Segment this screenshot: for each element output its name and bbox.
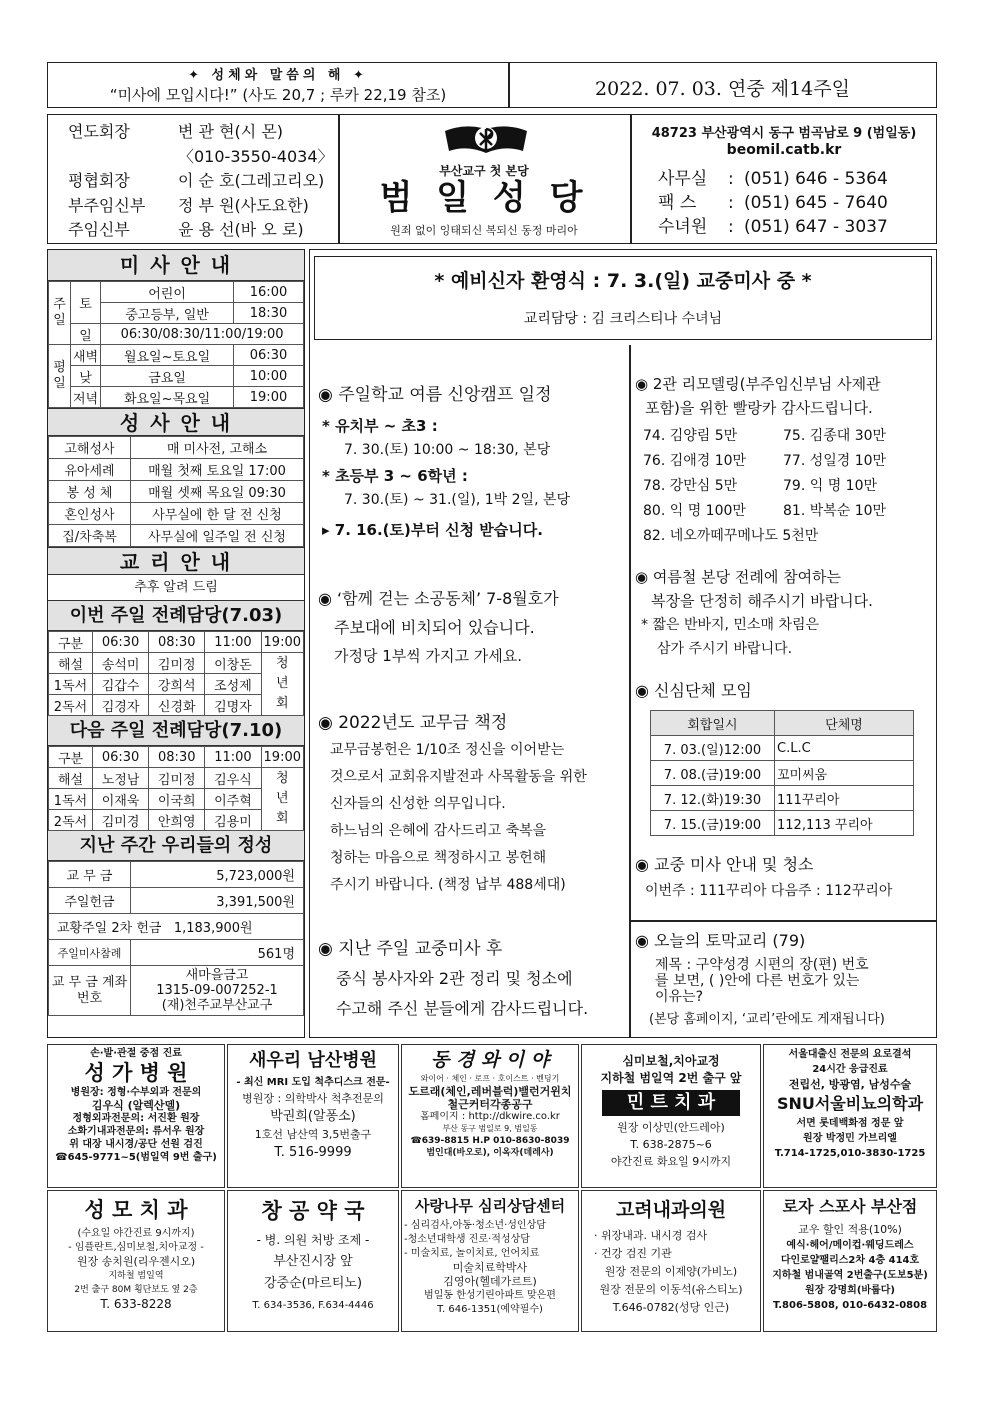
officer-name: 정 부 원(사도요한) bbox=[178, 195, 309, 215]
offering-amount: 1,183,900원 bbox=[173, 921, 253, 936]
dues-line: 청하는 마음으로 책정하시고 봉헌해 bbox=[330, 850, 547, 866]
donor: 78. 강만심 5만 bbox=[643, 478, 738, 494]
ministry-role: 2독서 bbox=[49, 695, 93, 716]
ministry-head: 19:00 bbox=[261, 747, 303, 768]
ad-line: 원장 송치원(리우젠시오) bbox=[76, 1255, 196, 1268]
groups-title: ◉ 신심단체 모임 bbox=[635, 681, 752, 700]
ministry-person: 노정남 bbox=[93, 768, 149, 789]
ad-line: 원장 강명희(바룹다) bbox=[805, 1285, 895, 1296]
church-patron: 원죄 없이 잉태되신 복되신 동정 마리아 bbox=[390, 224, 578, 237]
ministry-head: 08:30 bbox=[149, 747, 205, 768]
ad-line: 2번 출구 80M 횡단보도 옆 2층 bbox=[74, 1285, 198, 1295]
ad-line: 정형외과전문의: 서진환 원장 bbox=[72, 1113, 200, 1124]
ad-line: 서울대출신 전문의 요로결석 bbox=[788, 1049, 912, 1060]
ad-counseling-center bbox=[401, 1190, 579, 1332]
ad-line: - 임플란트,심미보철,치아교정 - bbox=[68, 1242, 204, 1253]
sacrament-name: 봉 성 체 bbox=[49, 481, 131, 503]
mass-day: 저녁 bbox=[71, 387, 101, 408]
dues-line: 교무금봉헌은 1/10조 정신을 이어받는 bbox=[330, 742, 565, 758]
donor: 79. 익 명 10만 bbox=[783, 478, 878, 494]
ad-line: 손·발·관절 중점 진료 bbox=[90, 1048, 182, 1059]
offering-name: 주일미사참례 bbox=[49, 940, 131, 966]
ad-phone: T.714-1725,010-3830-1725 bbox=[774, 1148, 926, 1159]
info-divider-2 bbox=[630, 114, 632, 244]
ad-line: 미술치료학박사 bbox=[452, 1261, 528, 1274]
ad-sungmo-dental bbox=[47, 1190, 225, 1332]
ministry-person: 이주혁 bbox=[205, 789, 261, 810]
ministry-head: 08:30 bbox=[149, 632, 205, 653]
group-name: 111꾸리아 bbox=[775, 786, 914, 811]
donor: 77. 성일경 10만 bbox=[783, 453, 887, 469]
attendance-count: 561명 bbox=[131, 940, 304, 966]
camp-line: ▸ 7. 16.(토)부터 신청 받습니다. bbox=[322, 521, 543, 539]
ad-title: 민 트 치 과 bbox=[602, 1090, 740, 1116]
doctrine-line: 이유는? bbox=[655, 989, 704, 1005]
donor: 76. 김애경 10만 bbox=[643, 453, 747, 469]
ad-namsan-hospital bbox=[227, 1044, 399, 1188]
ad-phone: T. 634-3536, F.634-4446 bbox=[252, 1300, 374, 1311]
ministry-person: 김우식 bbox=[205, 768, 261, 789]
ministry-head: 11:00 bbox=[205, 747, 261, 768]
catechism-title: 교 리 안 내 bbox=[48, 547, 304, 575]
ad-title: 성 가 병 원 bbox=[84, 1061, 188, 1085]
donor: 75. 김종대 30만 bbox=[783, 428, 887, 444]
ad-line: 병원장: 정형·수부외과 전문의 bbox=[70, 1087, 202, 1098]
sacrament-table bbox=[48, 436, 304, 547]
meeting-time: 7. 03.(일)12:00 bbox=[651, 736, 775, 761]
ad-line: · 위장내과. 내시경 검사 bbox=[594, 1229, 708, 1242]
camp-line: 7. 30.(토) 10:00 ~ 18:30, 본당 bbox=[344, 442, 551, 458]
group-name: 꼬미씨움 bbox=[775, 761, 914, 786]
doctrine-notice bbox=[635, 928, 933, 1027]
camp-line: * 초등부 3 ~ 6학년 : bbox=[322, 467, 468, 485]
group-name: C.L.C bbox=[775, 736, 914, 761]
next-week-table bbox=[48, 746, 304, 831]
church-address: 48723 부산광역시 동구 범곡남로 9 (범일동) bbox=[651, 126, 917, 141]
ministry-person: 이국희 bbox=[149, 789, 205, 810]
ad-line: 철근커터각종공구 bbox=[447, 1098, 533, 1111]
ministry-head: 구분 bbox=[49, 747, 93, 768]
left-column bbox=[47, 249, 305, 1038]
officer-role: 연도회장 bbox=[68, 122, 130, 141]
doctrine-title: ◉ 오늘의 토막교리 (79) bbox=[635, 931, 806, 950]
ad-line: 지하철 범내골역 2번출구(도보5분) bbox=[772, 1270, 928, 1281]
ministry-person: 김경자 bbox=[93, 695, 149, 716]
ad-changgong-pharmacy bbox=[227, 1190, 399, 1332]
offering-name: 교황주일 2차 헌금 bbox=[57, 921, 162, 936]
groups-table bbox=[650, 710, 914, 836]
mass-kind: 중고등부, 일반 bbox=[101, 303, 234, 324]
ministry-person: 김용미 bbox=[205, 810, 261, 831]
convent-phone: (051) 647 - 3037 bbox=[744, 217, 888, 237]
ad-line: 야간진료 화요일 9시까지 bbox=[610, 1155, 732, 1168]
ad-line: 원장 이상민(안드레아) bbox=[617, 1121, 725, 1134]
ad-line: 소화기내과전문의: 류서우 원장 bbox=[67, 1126, 205, 1137]
sacrament-info: 매월 셋째 목요일 09:30 bbox=[131, 481, 304, 503]
dues-line: 것으로서 교회유지발전과 사목활동을 위한 bbox=[330, 769, 587, 785]
fax-number: (051) 645 - 7640 bbox=[744, 193, 888, 213]
dues-notice bbox=[318, 708, 626, 899]
meeting-time: 7. 15.(금)19:00 bbox=[651, 811, 775, 836]
thanks-line: 중식 봉사자와 2관 정리 및 청소에 bbox=[336, 969, 573, 988]
doctrine-line: (본당 홈페이지, ‘교리’란에도 게재됩니다) bbox=[649, 1012, 885, 1027]
mass-day: 토 bbox=[71, 282, 101, 324]
thanks-line: 수고해 주신 분들에게 감사드립니다. bbox=[336, 999, 589, 1018]
welcome-sub: 교리담당 : 김 크리스티나 수녀님 bbox=[523, 311, 723, 327]
sunday-label: 주일 bbox=[49, 282, 71, 345]
motto-title: ✦ 성체와 말씀의 해 ✦ bbox=[188, 68, 368, 83]
ministry-person: 김갑수 bbox=[93, 674, 149, 695]
mass-kind: 화요일~목요일 bbox=[101, 387, 234, 408]
ad-line: 원장 전문의 이동석(유스티노) bbox=[599, 1283, 743, 1296]
officer-role: 부주임신부 bbox=[68, 195, 146, 215]
officer-name: 윤 용 선(바 오 로) bbox=[178, 220, 304, 239]
ad-website[interactable]: 홈페이지 : http://dkwire.co.kr bbox=[420, 1111, 560, 1122]
youth-group: 청년회 bbox=[261, 768, 303, 831]
officer-role bbox=[68, 145, 178, 170]
ministry-head: 19:00 bbox=[261, 632, 303, 653]
ad-line: 지하철 범일역 2번 출구 앞 bbox=[600, 1071, 742, 1085]
ministry-person: 안희영 bbox=[149, 810, 205, 831]
ad-phone: ☎645-9771~5(범일역 9번 출구) bbox=[55, 1152, 217, 1163]
mass-day: 낮 bbox=[71, 366, 101, 387]
ad-phone: T.646-0782(성당 인근) bbox=[612, 1301, 730, 1314]
donor: 82. 네오까떼꾸메나도 5천만 bbox=[643, 528, 819, 544]
mass-title: 미 사 안 내 bbox=[48, 250, 304, 281]
account-bank: 새마을금고 bbox=[185, 968, 249, 983]
ad-line: 범인대(바오로), 이옥자(데레사) bbox=[426, 1148, 554, 1158]
officer-name: 이 순 호(그레고리오) bbox=[178, 171, 325, 190]
ad-line: 원장 박정민 가브리엘 bbox=[803, 1133, 897, 1144]
ad-title: 동 경 와 이 야 bbox=[430, 1049, 550, 1071]
ministry-person: 이창돈 bbox=[205, 653, 261, 674]
dues-line: 신자들의 신성한 의무입니다. bbox=[330, 796, 506, 812]
donor: 80. 익 명 100만 bbox=[643, 503, 746, 519]
ad-line: 심미보철,치아교정 bbox=[622, 1054, 720, 1068]
ministry-role: 해설 bbox=[49, 768, 93, 789]
cleaning-title: ◉ 교중 미사 안내 및 청소 bbox=[635, 855, 814, 874]
church-subtitle: 부산교구 첫 본당 bbox=[439, 164, 529, 178]
attire-line: * 짧은 반바지, 민소매 차림은 bbox=[641, 617, 820, 633]
mass-time: 18:30 bbox=[234, 303, 304, 324]
ministry-person: 신경화 bbox=[149, 695, 205, 716]
ministry-person: 김미정 bbox=[149, 653, 205, 674]
office-phone: (051) 646 - 5364 bbox=[744, 169, 888, 189]
donor: 81. 박복순 10만 bbox=[783, 503, 887, 519]
ministry-person: 강희석 bbox=[149, 674, 205, 695]
ad-title: SNU서울비뇨의학과 bbox=[776, 1094, 924, 1113]
camp-notice bbox=[318, 380, 626, 540]
ad-line: 원장 전문의 이제양(가비노) bbox=[604, 1265, 738, 1278]
sacrament-name: 혼인성사 bbox=[49, 503, 131, 525]
fax-label: 팩 스 bbox=[658, 193, 697, 213]
ad-line: 서면 롯데백화점 정문 앞 bbox=[796, 1118, 904, 1129]
ministry-head: 06:30 bbox=[93, 747, 149, 768]
ad-line: 24시간 응급진료 bbox=[812, 1064, 888, 1075]
ministry-head: 구분 bbox=[49, 632, 93, 653]
mass-table bbox=[48, 281, 304, 408]
mass-time: 16:00 bbox=[234, 282, 304, 303]
sacrament-info: 매 미사전, 고해소 bbox=[131, 437, 304, 459]
ministry-person: 조성제 bbox=[205, 674, 261, 695]
ministry-person: 이재욱 bbox=[93, 789, 149, 810]
weekday-label: 평일 bbox=[49, 345, 71, 408]
officer-name: 변 관 현(시 몬) bbox=[178, 122, 284, 141]
offering-amount: 5,723,000원 bbox=[131, 862, 304, 888]
mass-time: 10:00 bbox=[234, 366, 304, 387]
ad-phone: T. 638-2875~6 bbox=[630, 1138, 712, 1151]
ad-line: 부산진시장 앞 bbox=[273, 1254, 353, 1269]
mass-day: 새벽 bbox=[71, 345, 101, 366]
ministry-head: 11:00 bbox=[205, 632, 261, 653]
convent-label: 수녀원 bbox=[658, 217, 708, 237]
doctrine-line: 제목 : 구약성경 시편의 장(편) 번호 bbox=[655, 957, 869, 973]
meeting-time: 7. 12.(화)19:30 bbox=[651, 786, 775, 811]
mass-kind: 어린이 bbox=[101, 282, 234, 303]
contact-list: 사무실 : (051) 646 - 5364 팩 스 : (051) 645 - 7640 수녀원 : (051) 647 - 3037 bbox=[658, 169, 888, 237]
ad-line: -청소년대학생 진로·적성상담 bbox=[404, 1234, 530, 1245]
ad-line: 김영아(헬데가르트) bbox=[443, 1275, 537, 1288]
ad-line: - 미술치료, 놀이치료, 언어치료 bbox=[404, 1248, 540, 1259]
ad-line: - 최신 MRI 도입 척추디스크 전문- bbox=[236, 1077, 390, 1088]
ad-line: 도르래(체인,레버블럭)밸런거윈치 bbox=[408, 1085, 572, 1098]
ad-line: - 심리검사,아동·청소년·성인상담 bbox=[404, 1220, 546, 1231]
ministry-person: 김미경 bbox=[93, 810, 149, 831]
groups-head: 단체명 bbox=[775, 711, 914, 736]
donor: 74. 김양림 5만 bbox=[643, 428, 738, 444]
dues-title: ◉ 2022년도 교무금 책정 bbox=[318, 713, 508, 733]
account-holder: (재)천주교부산교구 bbox=[161, 998, 273, 1013]
mass-kind: 금요일 bbox=[101, 366, 234, 387]
sacrament-info: 사무실에 한 달 전 신청 bbox=[131, 503, 304, 525]
community-notice bbox=[318, 584, 626, 671]
motto-text: “미사에 모입시다!” (사도 20,7 ; 루카 22,19 참조) bbox=[109, 86, 447, 104]
ad-line: 병원장 : 의학박사 척추전문의 bbox=[242, 1092, 384, 1105]
offering-title: 지난 주간 우리들의 정성 bbox=[48, 831, 304, 861]
ad-line: 1호선 남산역 3,5번출구 bbox=[254, 1128, 372, 1141]
camp-line: * 유치부 ~ 초3 : bbox=[322, 417, 438, 435]
camp-title: ◉ 주일학교 여름 신앙캠프 일정 bbox=[318, 385, 552, 405]
officers-list bbox=[68, 120, 336, 243]
officer-role: 평협회장 bbox=[68, 171, 130, 190]
community-line: ◉ ‘함께 걷는 소공동체’ 7-8월호가 bbox=[318, 589, 559, 608]
column-divider bbox=[629, 345, 631, 1038]
mass-time: 06:30 bbox=[234, 345, 304, 366]
ad-phone: T. 633-8228 bbox=[100, 1297, 172, 1311]
ad-title: 성 모 치 과 bbox=[84, 1198, 188, 1222]
offering-name: 주일헌금 bbox=[49, 888, 131, 914]
ad-line: 위 대장 내시경/공단 선원 검진 bbox=[69, 1139, 203, 1150]
ad-title: 창 공 약 국 bbox=[261, 1199, 365, 1223]
sacrament-name: 고해성사 bbox=[49, 437, 131, 459]
ad-title: 고려내과의원 bbox=[615, 1199, 727, 1221]
mass-day: 일 bbox=[71, 324, 101, 345]
sacrament-info: 매월 첫째 토요일 17:00 bbox=[131, 459, 304, 481]
church-name: 범 일 성 당 bbox=[379, 178, 589, 218]
ad-line: 강중순(마르티노) bbox=[263, 1276, 363, 1291]
sacrament-name: 집/차축복 bbox=[49, 525, 131, 547]
ad-line: 전립선, 방광염, 남성수술 bbox=[788, 1078, 912, 1091]
ministry-person: 송석미 bbox=[93, 653, 149, 674]
offering-table bbox=[48, 861, 304, 1016]
church-website[interactable]: beomil.catb.kr bbox=[726, 142, 842, 158]
attire-notice bbox=[635, 565, 933, 661]
groups-head: 회합일시 bbox=[651, 711, 775, 736]
ad-dongkyung-wire bbox=[401, 1044, 579, 1188]
ad-phone: T.806-5808, 010-6432-0808 bbox=[772, 1300, 928, 1311]
ad-line: 예식·헤어/메이컵·웨딩드레스 bbox=[786, 1240, 914, 1251]
ad-mint-dental bbox=[581, 1044, 761, 1188]
ad-phone: ☎639-8815 H.P 010-8630-8039 bbox=[410, 1136, 570, 1146]
attire-line: 복장을 단정히 해주시기 바랍니다. bbox=[651, 592, 873, 610]
camp-line: 7. 30.(토) ~ 31.(일), 1박 2일, 본당 bbox=[344, 492, 571, 508]
ad-line: 교우 할인 적용(10%) bbox=[798, 1223, 902, 1236]
welcome-title: * 예비신자 환영식 : 7. 3.(일) 교중미사 중 * bbox=[434, 270, 812, 292]
group-name: 112,113 꾸리아 bbox=[775, 811, 914, 836]
thanks-notice bbox=[318, 934, 626, 1024]
ad-line: (수요일 야간진료 9시까지) bbox=[77, 1228, 195, 1239]
officer-phone: 〈010-3550-4034〉 bbox=[178, 146, 334, 166]
mass-times: 06:30/08:30/11:00/19:00 bbox=[101, 324, 304, 345]
dues-line: 주시기 바랍니다. (책정 납부 488세대) bbox=[330, 877, 566, 893]
meeting-time: 7. 08.(금)19:00 bbox=[651, 761, 775, 786]
ad-line: 와이어 · 체인 · 로프 · 호이스트 · 벤딩기 bbox=[420, 1074, 560, 1083]
catechism-info: 추후 알려 드림 bbox=[48, 575, 304, 601]
ministry-role: 2독서 bbox=[49, 810, 93, 831]
ad-line: - 병. 의원 처방 조제 - bbox=[256, 1233, 370, 1247]
ad-rosa-sposa bbox=[763, 1190, 937, 1332]
mass-kind: 월요일~토요일 bbox=[101, 345, 234, 366]
officer-role: 주임신부 bbox=[68, 220, 130, 239]
ad-line: 부산 동구 범일로 9, 범일동 bbox=[442, 1124, 538, 1133]
office-label: 사무실 bbox=[658, 169, 708, 189]
this-week-table bbox=[48, 631, 304, 716]
doctrine-line: 를 보면, ( )안에 다른 번호가 있는 bbox=[655, 973, 860, 989]
attire-line: ◉ 여름철 본당 전례에 참여하는 bbox=[635, 568, 842, 586]
right-hline-1 bbox=[629, 920, 937, 922]
mass-time: 19:00 bbox=[234, 387, 304, 408]
remodel-line: ◉ 2관 리모델링(부주임신부님 사제관 bbox=[635, 375, 881, 393]
offering-name: 교 무 금 bbox=[49, 862, 131, 888]
community-line: 주보대에 비치되어 있습니다. bbox=[334, 618, 535, 637]
ad-korea-clinic bbox=[581, 1190, 761, 1332]
this-week-title: 이번 주일 전례담당(7.03) bbox=[48, 601, 304, 631]
ad-title: 로자 스포사 부산점 bbox=[782, 1197, 918, 1216]
sacrament-title: 성 사 안 내 bbox=[48, 408, 304, 436]
attire-line: 삼가 주시기 바랍니다. bbox=[657, 641, 793, 657]
ad-sungga-hospital bbox=[47, 1044, 225, 1188]
church-logo-icon bbox=[443, 121, 529, 159]
ad-line: · 건강 검진 기관 bbox=[594, 1247, 672, 1260]
ad-line: 김우식 (알렉산델) bbox=[91, 1099, 181, 1112]
ad-phone: T. 516-9999 bbox=[274, 1145, 352, 1160]
ministry-role: 1독서 bbox=[49, 789, 93, 810]
ad-line: 다인로얄팰리스2차 4층 414호 bbox=[780, 1255, 920, 1266]
sacrament-name: 유아세례 bbox=[49, 459, 131, 481]
ministry-person: 김미정 bbox=[149, 768, 205, 789]
next-week-title: 다음 주일 전례담당(7.10) bbox=[48, 716, 304, 746]
ministry-role: 1독서 bbox=[49, 674, 93, 695]
ministry-person: 김명자 bbox=[205, 695, 261, 716]
account-number: 1315-09-007252-1 bbox=[156, 983, 278, 998]
ad-title: 새우리 남산병원 bbox=[249, 1050, 377, 1071]
thanks-line: ◉ 지난 주일 교중미사 후 bbox=[318, 939, 503, 959]
youth-group: 청년회 bbox=[261, 653, 303, 716]
account-label: 교 무 금 계좌번호 bbox=[49, 966, 131, 1016]
ministry-role: 해설 bbox=[49, 653, 93, 674]
sacrament-info: 사무실에 일주일 전 신청 bbox=[131, 525, 304, 547]
community-line: 가정당 1부씩 가지고 가세요. bbox=[334, 647, 523, 665]
ad-line: 범일동 한성기린아파트 맞은편 bbox=[424, 1290, 556, 1301]
cleaning-info: 이번주 : 111꾸리아 다음주 : 112꾸리아 bbox=[645, 883, 893, 899]
remodel-notice bbox=[635, 372, 933, 549]
bulletin-date: 2022. 07. 03. 연중 제14주일 bbox=[595, 78, 850, 100]
ad-snu-urology bbox=[763, 1044, 937, 1188]
ad-phone: T. 646-1351(예약필수) bbox=[437, 1304, 543, 1315]
dues-line: 하느님의 은혜에 감사드리고 축복을 bbox=[330, 823, 547, 839]
offering-amount: 3,391,500원 bbox=[131, 888, 304, 914]
ad-line: 지하철 범일역 bbox=[108, 1271, 164, 1281]
remodel-line: 포함)을 위한 빨랑카 감사드립니다. bbox=[645, 399, 873, 417]
ad-title: 사랑나무 심리상담센터 bbox=[414, 1197, 566, 1215]
ministry-head: 06:30 bbox=[93, 632, 149, 653]
ad-line: 박권희(알퐁소) bbox=[270, 1109, 356, 1124]
